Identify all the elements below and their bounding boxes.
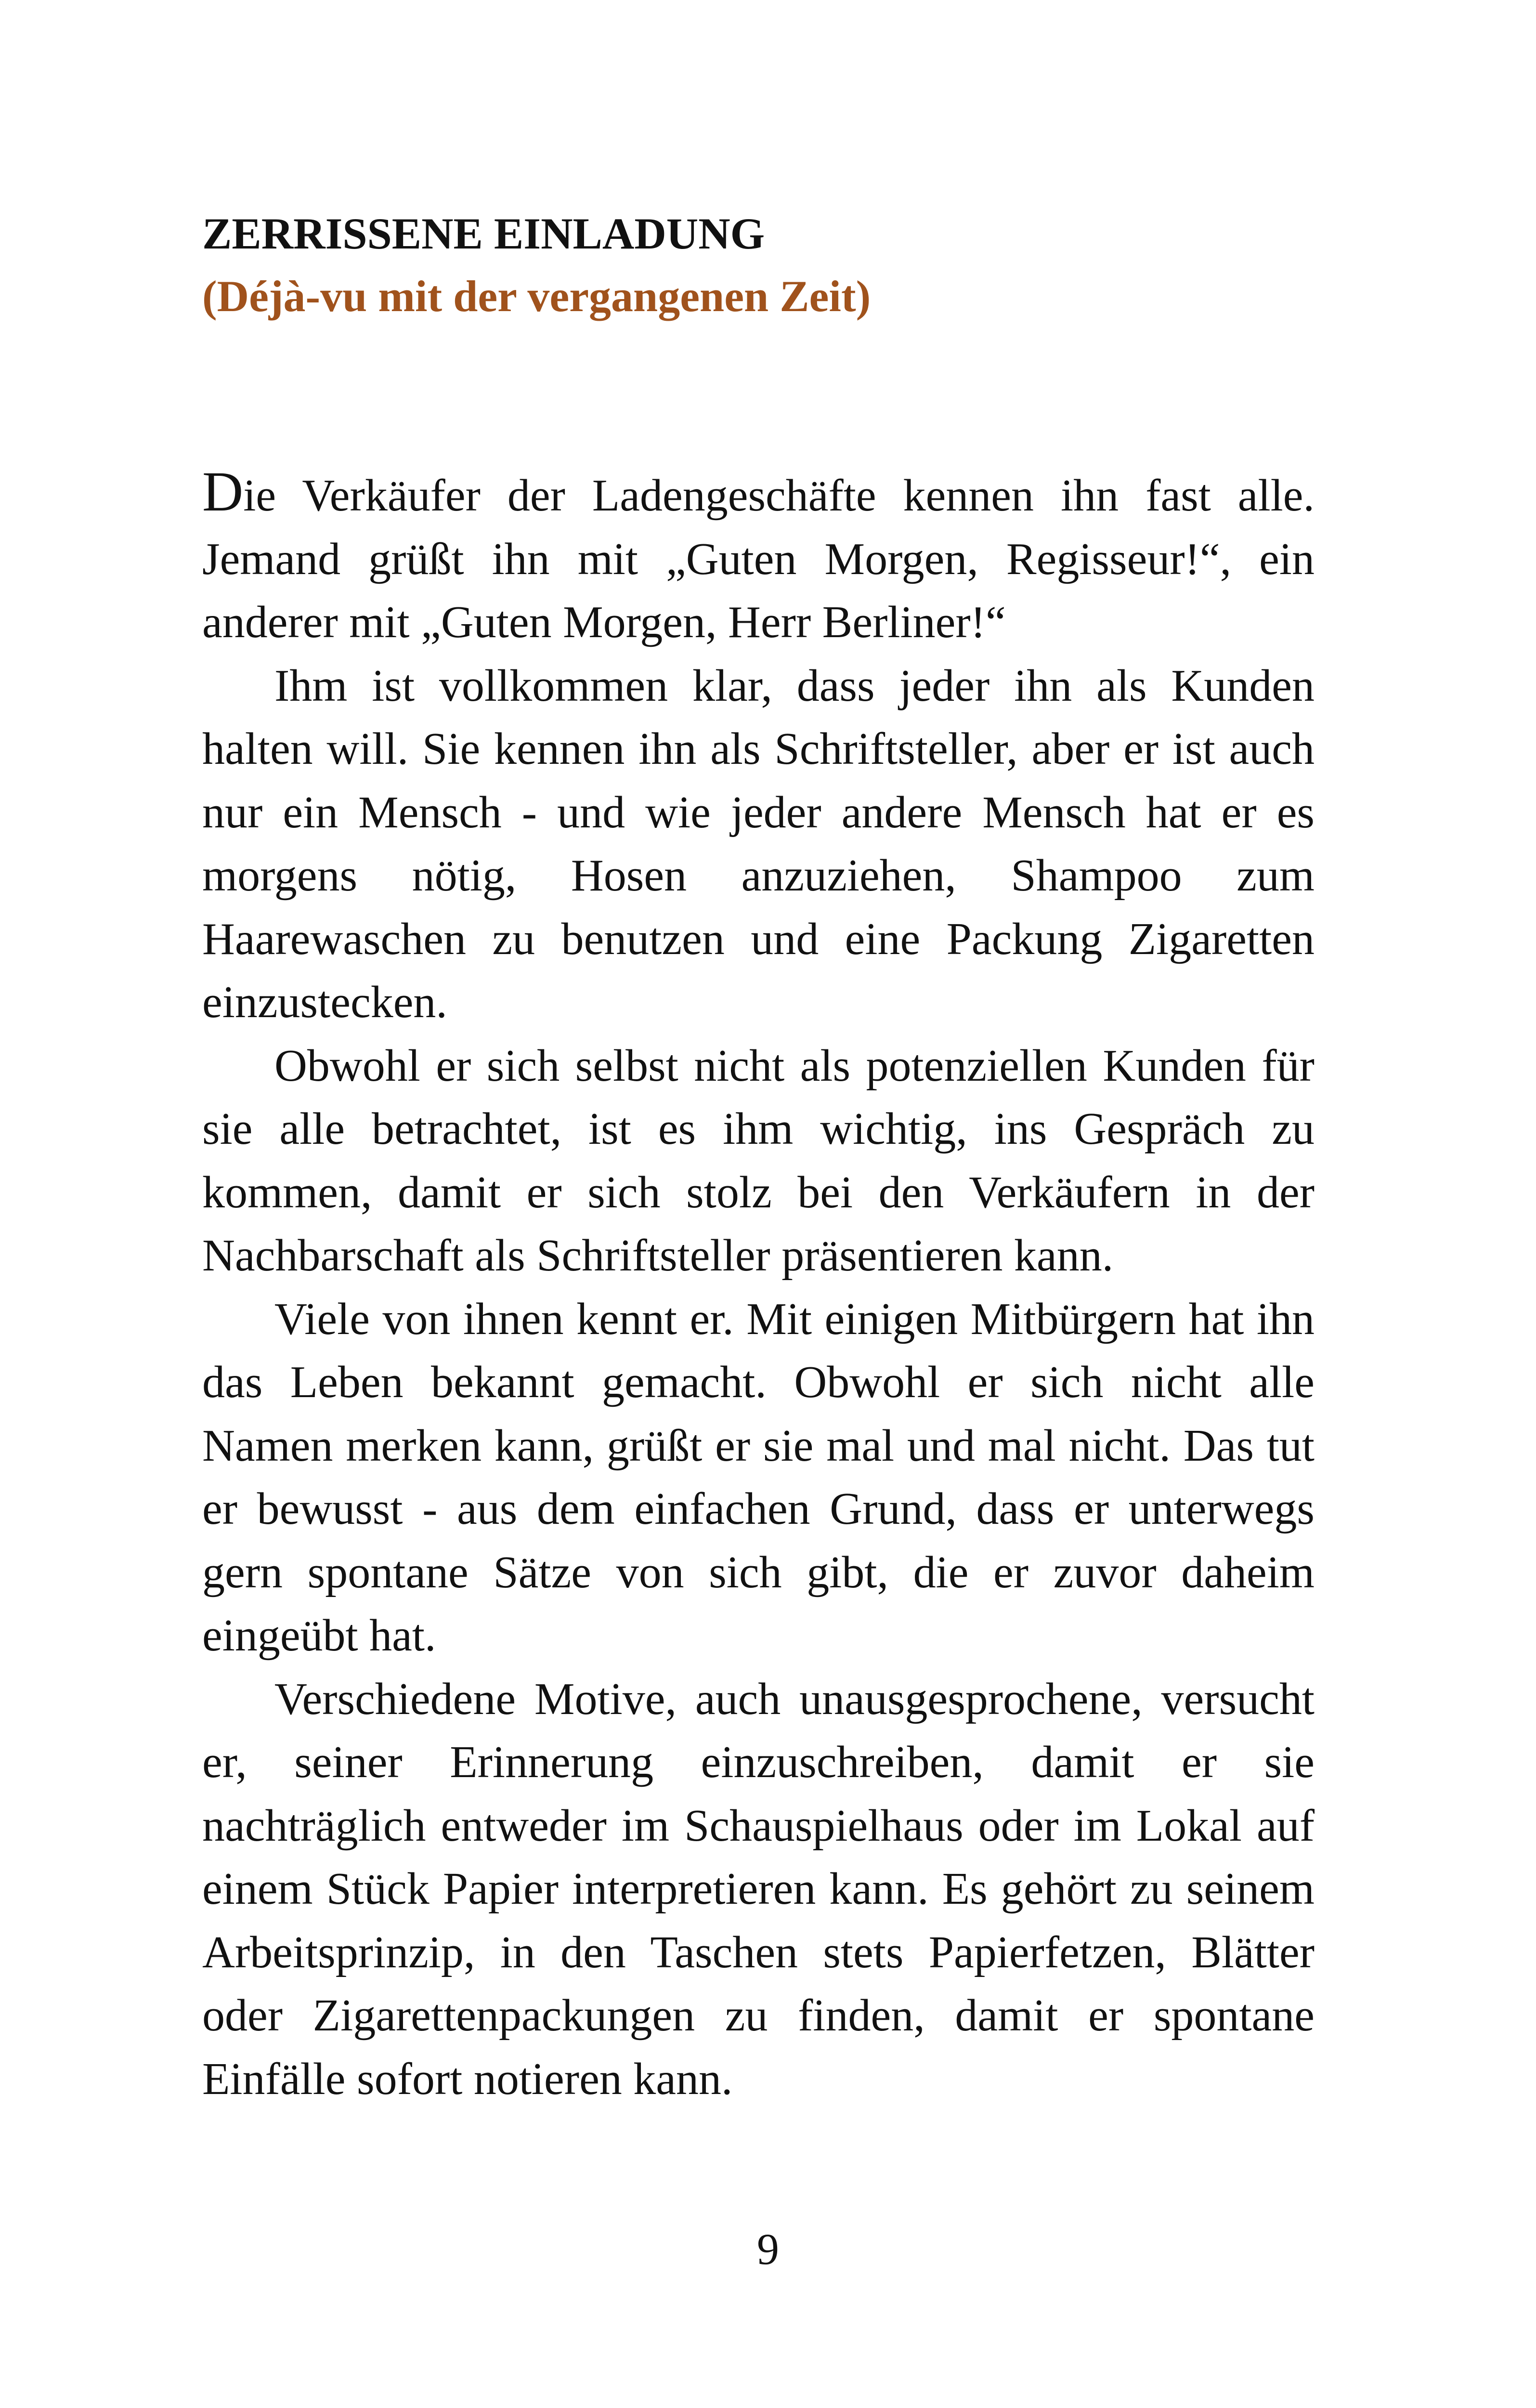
chapter-body [202,460,1315,2111]
paragraph-5: Verschiedene Motive, auch unausgesprochene, versucht er, seiner Erinnerung einzuschreiben, damit er sie nachträglich entweder im Schauspielhaus oder im Lokal auf einem Stück Papier interpretieren kann. Es gehört zu seinem Arbeitsprinzip, in den Taschen stets Papierfetzen, Blätter oder Zigarettenpackungen zu finden, damit er spontane Einfälle sofort notieren kann. [202,1674,1315,2104]
chapter-title: ZERRISSENE EINLADUNG [202,209,765,258]
paragraph-4: Viele von ihnen kennt er. Mit einigen Mitbürgern hat ihn das Leben bekannt gemacht. Obwohl er sich nicht alle Namen merken kann, grüßt er sie mal und mal nicht. Das tut er bewusst - aus dem einfachen Grund, dass er unterwegs gern spontane Sätze von sich gibt, die er zuvor daheim eingeübt hat. [202,1294,1315,1661]
paragraph-2: Ihm ist vollkommen klar, dass jeder ihn als Kunden halten will. Sie kennen ihn als Schriftsteller, aber er ist auch nur ein Mensch - und wie jeder andere Mensch hat er es morgens nötig, Hosen anzuziehen, Shampoo zum Haarewaschen zu benutzen und eine Packung Zigaretten einzustecken. [202,660,1315,1027]
page-number: 9 [757,2225,779,2274]
paragraph-1 [202,460,1315,654]
chapter-header [202,202,1348,327]
initial-letter: D [202,460,244,523]
chapter-subtitle: (Déjà-vu mit der vergangenen Zeit) [202,272,871,321]
paragraph-3: Obwohl er sich selbst nicht als potenziellen Kunden für sie alle betrachtet, ist es ihm wichtig, ins Gespräch zu kommen, damit er sich stolz bei den Verkäufern in der Nachbarschaft als Schriftsteller präsentieren kann. [202,1040,1315,1281]
paragraph-1-text: ie Verkäufer der Ladengeschäfte kennen ihn fast alle. Jemand grüßt ihn mit „Guten Morgen, Regisseur!“, ein anderer mit „Guten Morgen, Herr Berliner!“ [202,471,1315,647]
